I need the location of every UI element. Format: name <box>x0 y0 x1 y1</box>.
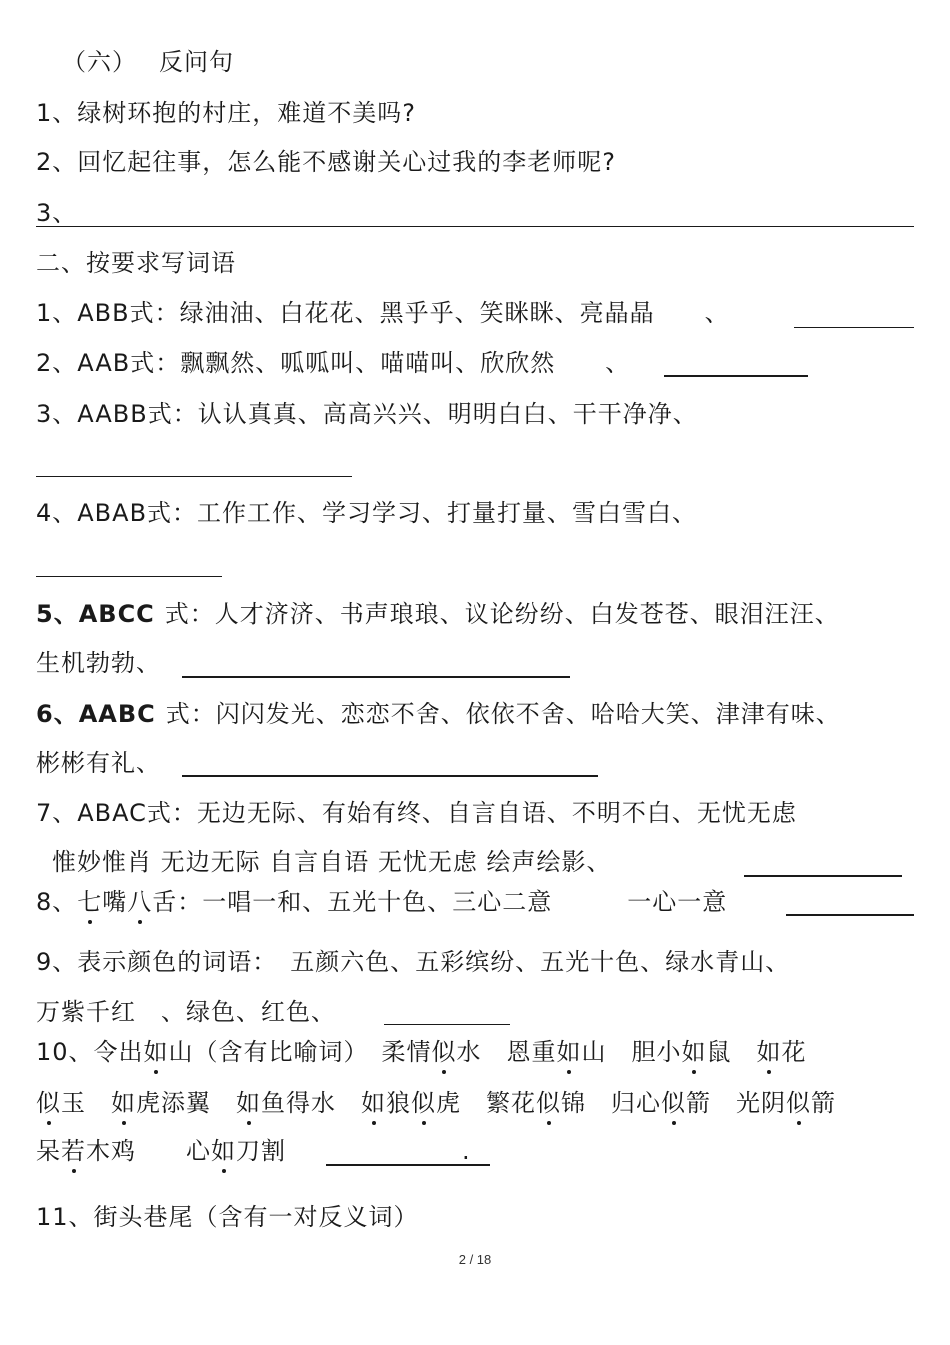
question-7-line2: 惟妙惟肖 无边无际 自言自语 无忧无虑 绘声绘影、 <box>52 848 612 876</box>
question-11: 11、街头巷尾（含有一对反义词） <box>36 1203 419 1231</box>
question-10: 10、令出如山（含有比喻词） 柔情似水 恩重如山 胆小如鼠 如花 <box>36 1038 807 1066</box>
answer-blank <box>182 775 598 777</box>
answer-blank <box>182 676 570 678</box>
question-9-line2: 万紫千红 、绿色、红色、 <box>36 998 336 1026</box>
answer-blank <box>786 914 914 916</box>
question-7: 7、ABAC式：无边无际、有始有终、自言自语、不明不白、无忧无虑 <box>36 799 797 827</box>
page-number: 2 / 18 <box>458 1252 492 1267</box>
section-heading-rhetorical: （六） 反问句 <box>62 48 234 76</box>
answer-blank <box>794 327 914 328</box>
rhetorical-item-1: 1、绿树环抱的村庄，难道不美吗? <box>36 99 417 127</box>
question-5: 5、ABCC 式：人才济济、书声琅琅、议论纷纷、白发苍苍、眼泪汪汪、 <box>36 600 840 628</box>
question-6-line2: 彬彬有礼、 <box>36 749 161 777</box>
question-4: 4、ABAB式：工作工作、学习学习、打量打量、雪白雪白、 <box>36 499 698 527</box>
question-3: 3、AABB式：认认真真、高高兴兴、明明白白、干干净净、 <box>36 400 698 428</box>
question-5-line2: 生机勃勃、 <box>36 649 161 677</box>
answer-blank <box>384 1024 510 1025</box>
question-8: 8、七嘴八舌：一唱一和、五光十色、三心二意 一心一意 <box>36 888 728 916</box>
answer-line <box>36 226 914 227</box>
question-9: 9、表示颜色的词语： 五颜六色、五彩缤纷、五光十色、绿水青山、 <box>36 948 791 976</box>
answer-blank <box>326 1164 490 1166</box>
rhetorical-item-2: 2、回忆起往事，怎么能不感谢关心过我的李老师呢? <box>36 148 617 176</box>
question-1: 1、ABB式：绿油油、白花花、黑乎乎、笑眯眯、亮晶晶 、 <box>36 299 730 327</box>
rhetorical-item-3: 3、 <box>36 199 78 227</box>
question-2: 2、AAB式：飘飘然、呱呱叫、喵喵叫、欣欣然 、 <box>36 349 631 377</box>
section-heading-words: 二、按要求写词语 <box>36 249 236 277</box>
answer-blank <box>744 875 902 877</box>
question-10-line2: 似玉 如虎添翼 如鱼得水 如狼似虎 繁花似锦 归心似箭 光阴似箭 <box>36 1089 836 1117</box>
answer-blank <box>664 375 808 377</box>
question-6: 6、AABC 式：闪闪发光、恋恋不舍、依依不舍、哈哈大笑、津津有味、 <box>36 700 841 728</box>
answer-blank <box>36 476 352 477</box>
answer-blank <box>36 576 222 577</box>
question-10-line3: 呆若木鸡 心如刀割 . <box>36 1137 471 1165</box>
